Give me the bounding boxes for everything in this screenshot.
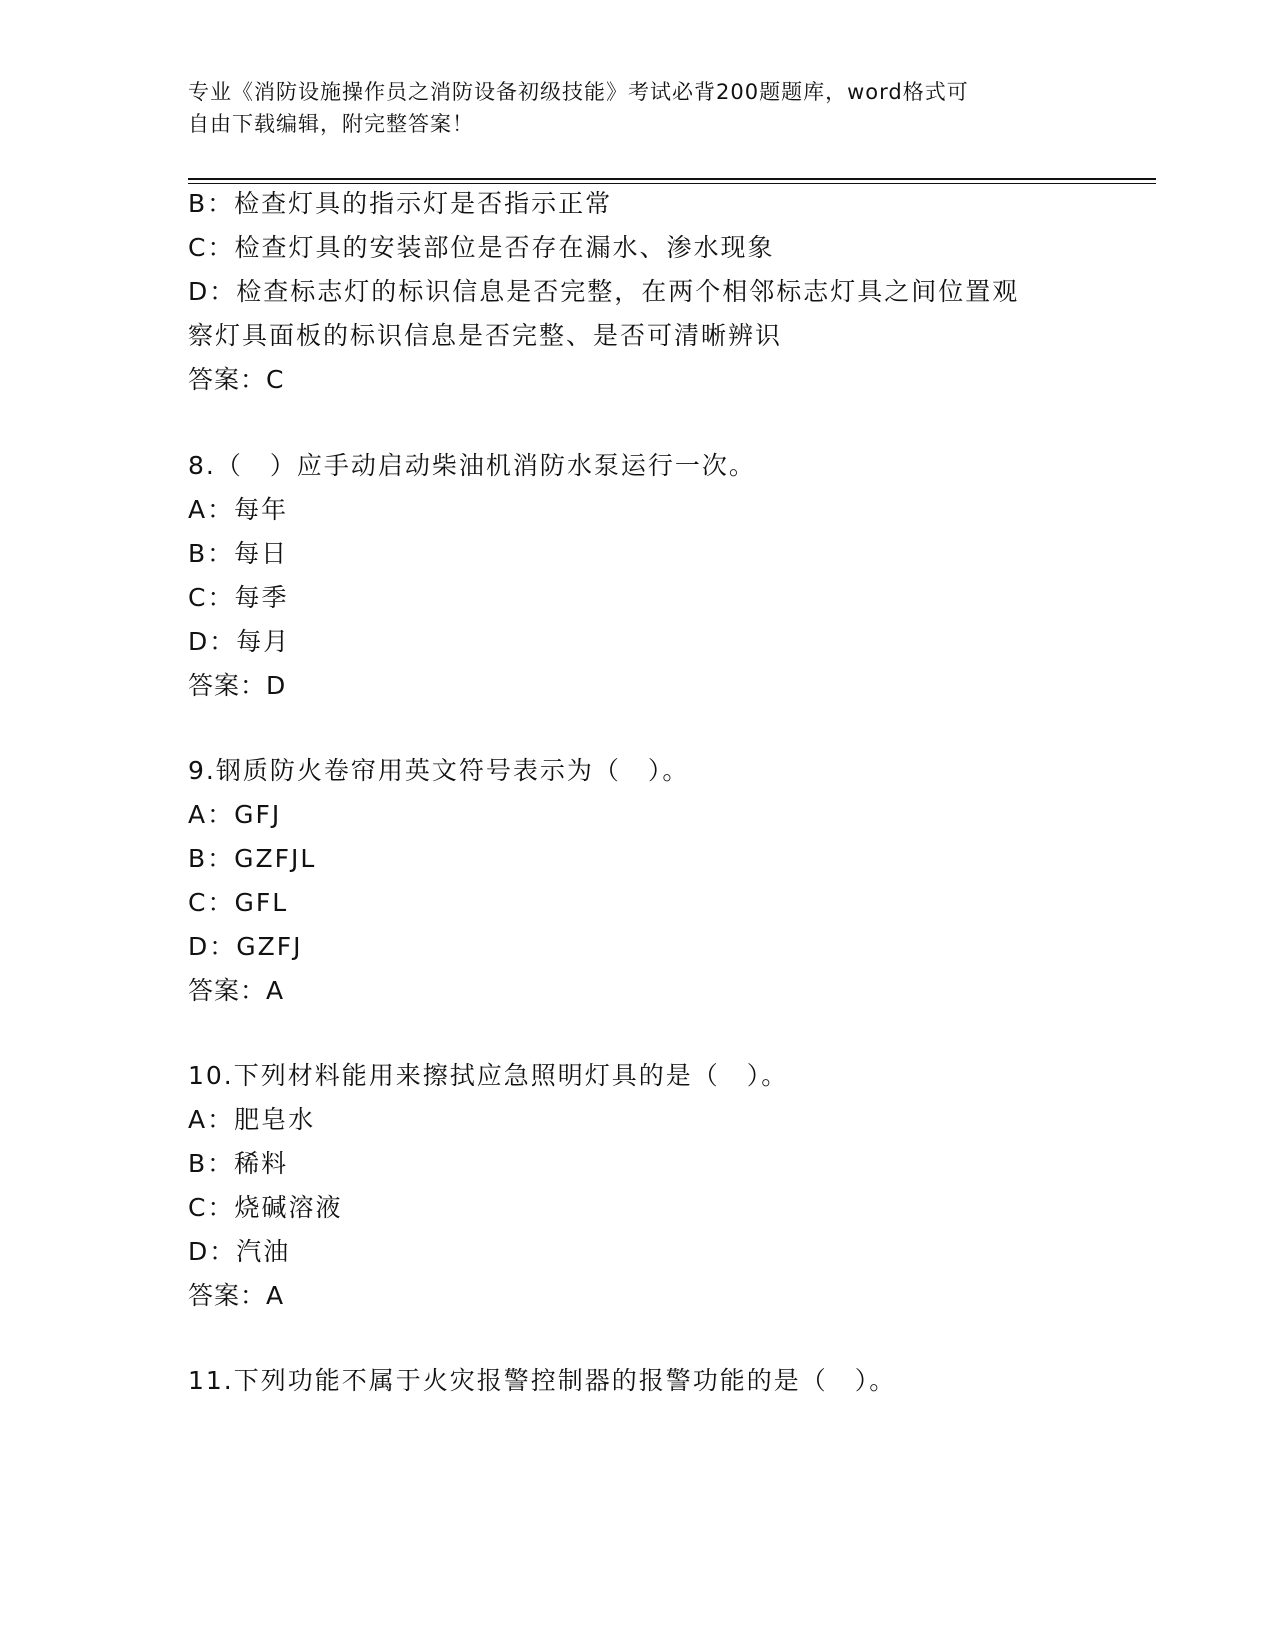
header-title-line-1: 专业《消防设施操作员之消防设备初级技能》考试必背200题题库，word格式可	[188, 80, 969, 104]
header-divider-thick	[188, 178, 1156, 180]
q10-option-d: D：汽油	[188, 1237, 291, 1266]
q9-option-d: D：GZFJ	[188, 932, 303, 961]
q10-answer: 答案：A	[188, 1281, 285, 1310]
header-divider-thin	[188, 183, 1156, 184]
q9-question: 9.钢质防火卷帘用英文符号表示为（ ）。	[188, 756, 690, 785]
q7-option-d-line-2: 察灯具面板的标识信息是否完整、是否可清晰辨识	[188, 321, 783, 350]
q9-option-b: B：GZFJL	[188, 844, 317, 873]
header-title-line-2: 自由下载编辑，附完整答案！	[188, 112, 474, 136]
q8-option-a: A：每年	[188, 495, 289, 524]
q9-option-c: C：GFL	[188, 888, 289, 917]
q9-option-a: A：GFJ	[188, 800, 282, 829]
q8-option-d: D：每月	[188, 627, 291, 656]
q11-question: 11.下列功能不属于火灾报警控制器的报警功能的是（ ）。	[188, 1366, 897, 1395]
q7-option-b: B：检查灯具的指示灯是否指示正常	[188, 189, 613, 218]
q8-option-c: C：每季	[188, 583, 289, 612]
q10-option-b: B：稀料	[188, 1149, 289, 1178]
document-header	[188, 76, 1068, 140]
q10-question: 10.下列材料能用来擦拭应急照明灯具的是（ ）。	[188, 1061, 789, 1090]
q7-answer: 答案：C	[188, 365, 285, 394]
q7-option-d-line-1: D：检查标志灯的标识信息是否完整，在两个相邻标志灯具之间位置观	[188, 277, 1020, 306]
q10-option-a: A：肥皂水	[188, 1105, 316, 1134]
q8-option-b: B：每日	[188, 539, 289, 568]
q8-answer: 答案：D	[188, 671, 287, 700]
q9-answer: 答案：A	[188, 976, 285, 1005]
q8-question: 8.（ ）应手动启动柴油机消防水泵运行一次。	[188, 451, 756, 480]
q7-option-c: C：检查灯具的安装部位是否存在漏水、渗水现象	[188, 233, 775, 262]
q10-option-c: C：烧碱溶液	[188, 1193, 343, 1222]
